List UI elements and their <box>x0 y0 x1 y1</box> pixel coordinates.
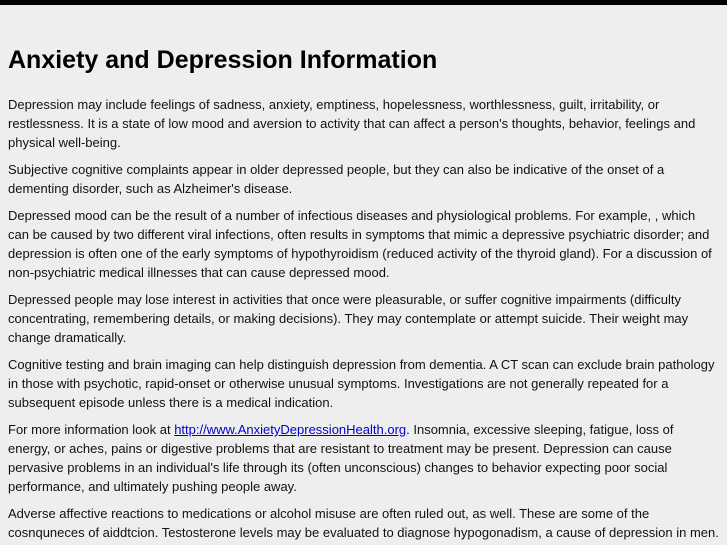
paragraph-lost-interest: Depressed people may lose interest in activities that once were pleasurable, or suffer cognitive impairments (difficulty concentrating, remembering details, or making decisions). They may contemplate or attempt suicide. Their weight may change dramatically. <box>8 292 689 345</box>
paragraph-cognitive-testing: Cognitive testing and brain imaging can help distinguish depression from dementia. A CT scan can exclude brain pathology in those with psychotic, rapid-onset or otherwise unusual symptoms. Investigations are not generally repeated for a subsequent episode unless there is a medical indication. <box>8 357 715 410</box>
paragraph-more-information <box>8 420 719 496</box>
anxiety-depression-health-link[interactable]: http://www.AnxietyDepressionHealth.org <box>174 422 407 437</box>
paragraph-infectious-diseases: Depressed mood can be the result of a number of infectious diseases and physiological problems. For example, , which can be caused by two different viral infections, often results in symptoms that mimic a depressive psychiatric disorder; and depression is often one of the early symptoms of hypothyroidism (reduced activity of the thyroid gland). For a discussion of non-psychiatric medical illnesses that can cause depressed mood. <box>8 208 712 280</box>
main-content <box>0 46 727 542</box>
paragraph-cognitive-complaints: Subjective cognitive complaints appear in older depressed people, but they can also be indicative of the onset of a dementing disorder, such as Alzheimer's disease. <box>8 162 665 196</box>
paragraph-adverse-reactions: Adverse affective reactions to medications or alcohol misuse are often ruled out, as well. These are some of the cosnquneces of aiddtcion. Testosterone levels may be evaluated to diagnose hypogonadism, a cause of depression in men. <box>8 506 719 540</box>
link-paragraph-prefix: For more information look at <box>8 422 175 437</box>
paragraph-depression-overview: Depression may include feelings of sadness, anxiety, emptiness, hopelessness, worthlessness, guilt, irritability, or restlessness. It is a state of low mood and aversion to activity that can affect a person's thoughts, behavior, feelings and physical well-being. <box>8 97 696 150</box>
page-title: Anxiety and Depression Information <box>8 46 438 74</box>
top-bar <box>0 0 727 5</box>
link-paragraph-suffix: . Insomnia, excessive sleeping, fatigue, loss of energy, or aches, pains or digestive problems that are resistant to treatment may be present. Depression can cause pervasive problems in an individual's life through its (often unconscious) changes to behavior expecting poor social performance, and ultimately pushing people away. <box>8 422 674 494</box>
